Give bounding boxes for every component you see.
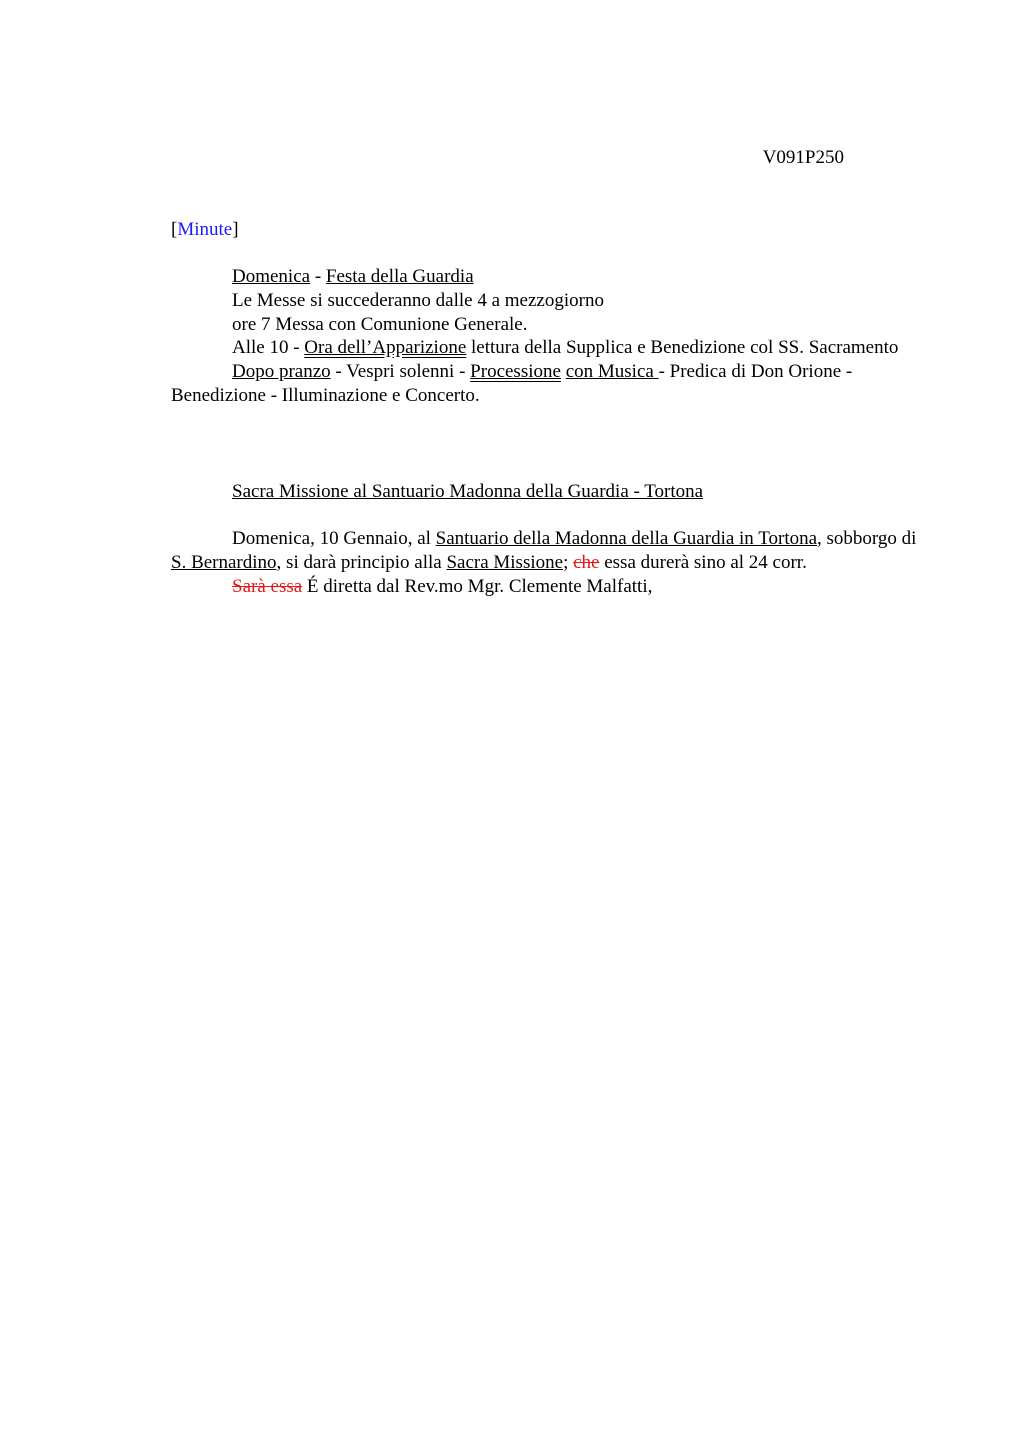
underlined-text: con Musica <box>565 361 659 383</box>
underlined-text: Domenica <box>232 266 311 287</box>
programma-block <box>171 265 931 408</box>
missione-paragraph-1 <box>171 527 931 575</box>
plain-text: Domenica, 10 Gennaio, al <box>232 528 436 549</box>
plain-text: É diretta dal Rev.mo Mgr. Clemente Malfatti, <box>302 575 653 597</box>
plain-text: essa durerà sino al 24 corr. <box>599 551 807 573</box>
missione-heading <box>171 480 931 504</box>
missione-paragraph-2 <box>171 575 931 599</box>
underlined-text: S. Bernardino <box>171 551 277 573</box>
deleted-text: Sarà essa <box>232 575 303 597</box>
underlined-text: Santuario della Madonna della Guardia in Tortona <box>435 528 818 549</box>
bracket-open: [ <box>171 219 178 240</box>
plain-text: - <box>310 266 326 287</box>
plain-text: , sobborgo di <box>817 528 917 549</box>
document-type-tag <box>171 218 239 242</box>
underlined-text: Festa della Guardia <box>325 266 474 287</box>
underlined-text: Dopo pranzo <box>232 361 331 383</box>
deleted-text: che <box>573 551 600 573</box>
plain-text: , si darà principio alla <box>276 551 447 573</box>
programma-line-1 <box>171 265 931 289</box>
programma-line-2: Le Messe si succederanno dalle 4 a mezzogiorno <box>232 289 604 311</box>
plain-text: - Vespri solenni - <box>330 361 471 383</box>
programma-line-3: ore 7 Messa con Comunione Generale. <box>232 313 528 335</box>
minute-link[interactable]: Minute <box>177 219 233 240</box>
programma-line-4 <box>171 336 931 360</box>
programma-line-5 <box>171 360 931 408</box>
plain-text: ; <box>563 551 574 573</box>
double-underlined-text: Processione <box>470 361 561 383</box>
page-identifier: V091P250 <box>762 147 844 168</box>
missione-heading-block <box>171 480 931 504</box>
missione-body <box>171 527 931 598</box>
underlined-text: Sacra Missione <box>446 551 564 573</box>
double-underlined-text: Ora dell’Apparizione <box>304 337 467 359</box>
bracket-close: ] <box>232 219 239 240</box>
underlined-heading: Sacra Missione al Santuario Madonna della Guardia - Tortona <box>232 481 704 502</box>
plain-text: Alle 10 - <box>232 337 305 359</box>
plain-text: - Predica di Don Orione - Benedizione - Illuminazione e Concerto. <box>171 361 853 406</box>
plain-text: lettura della Supplica e Benedizione col SS. Sacramento <box>466 337 899 359</box>
